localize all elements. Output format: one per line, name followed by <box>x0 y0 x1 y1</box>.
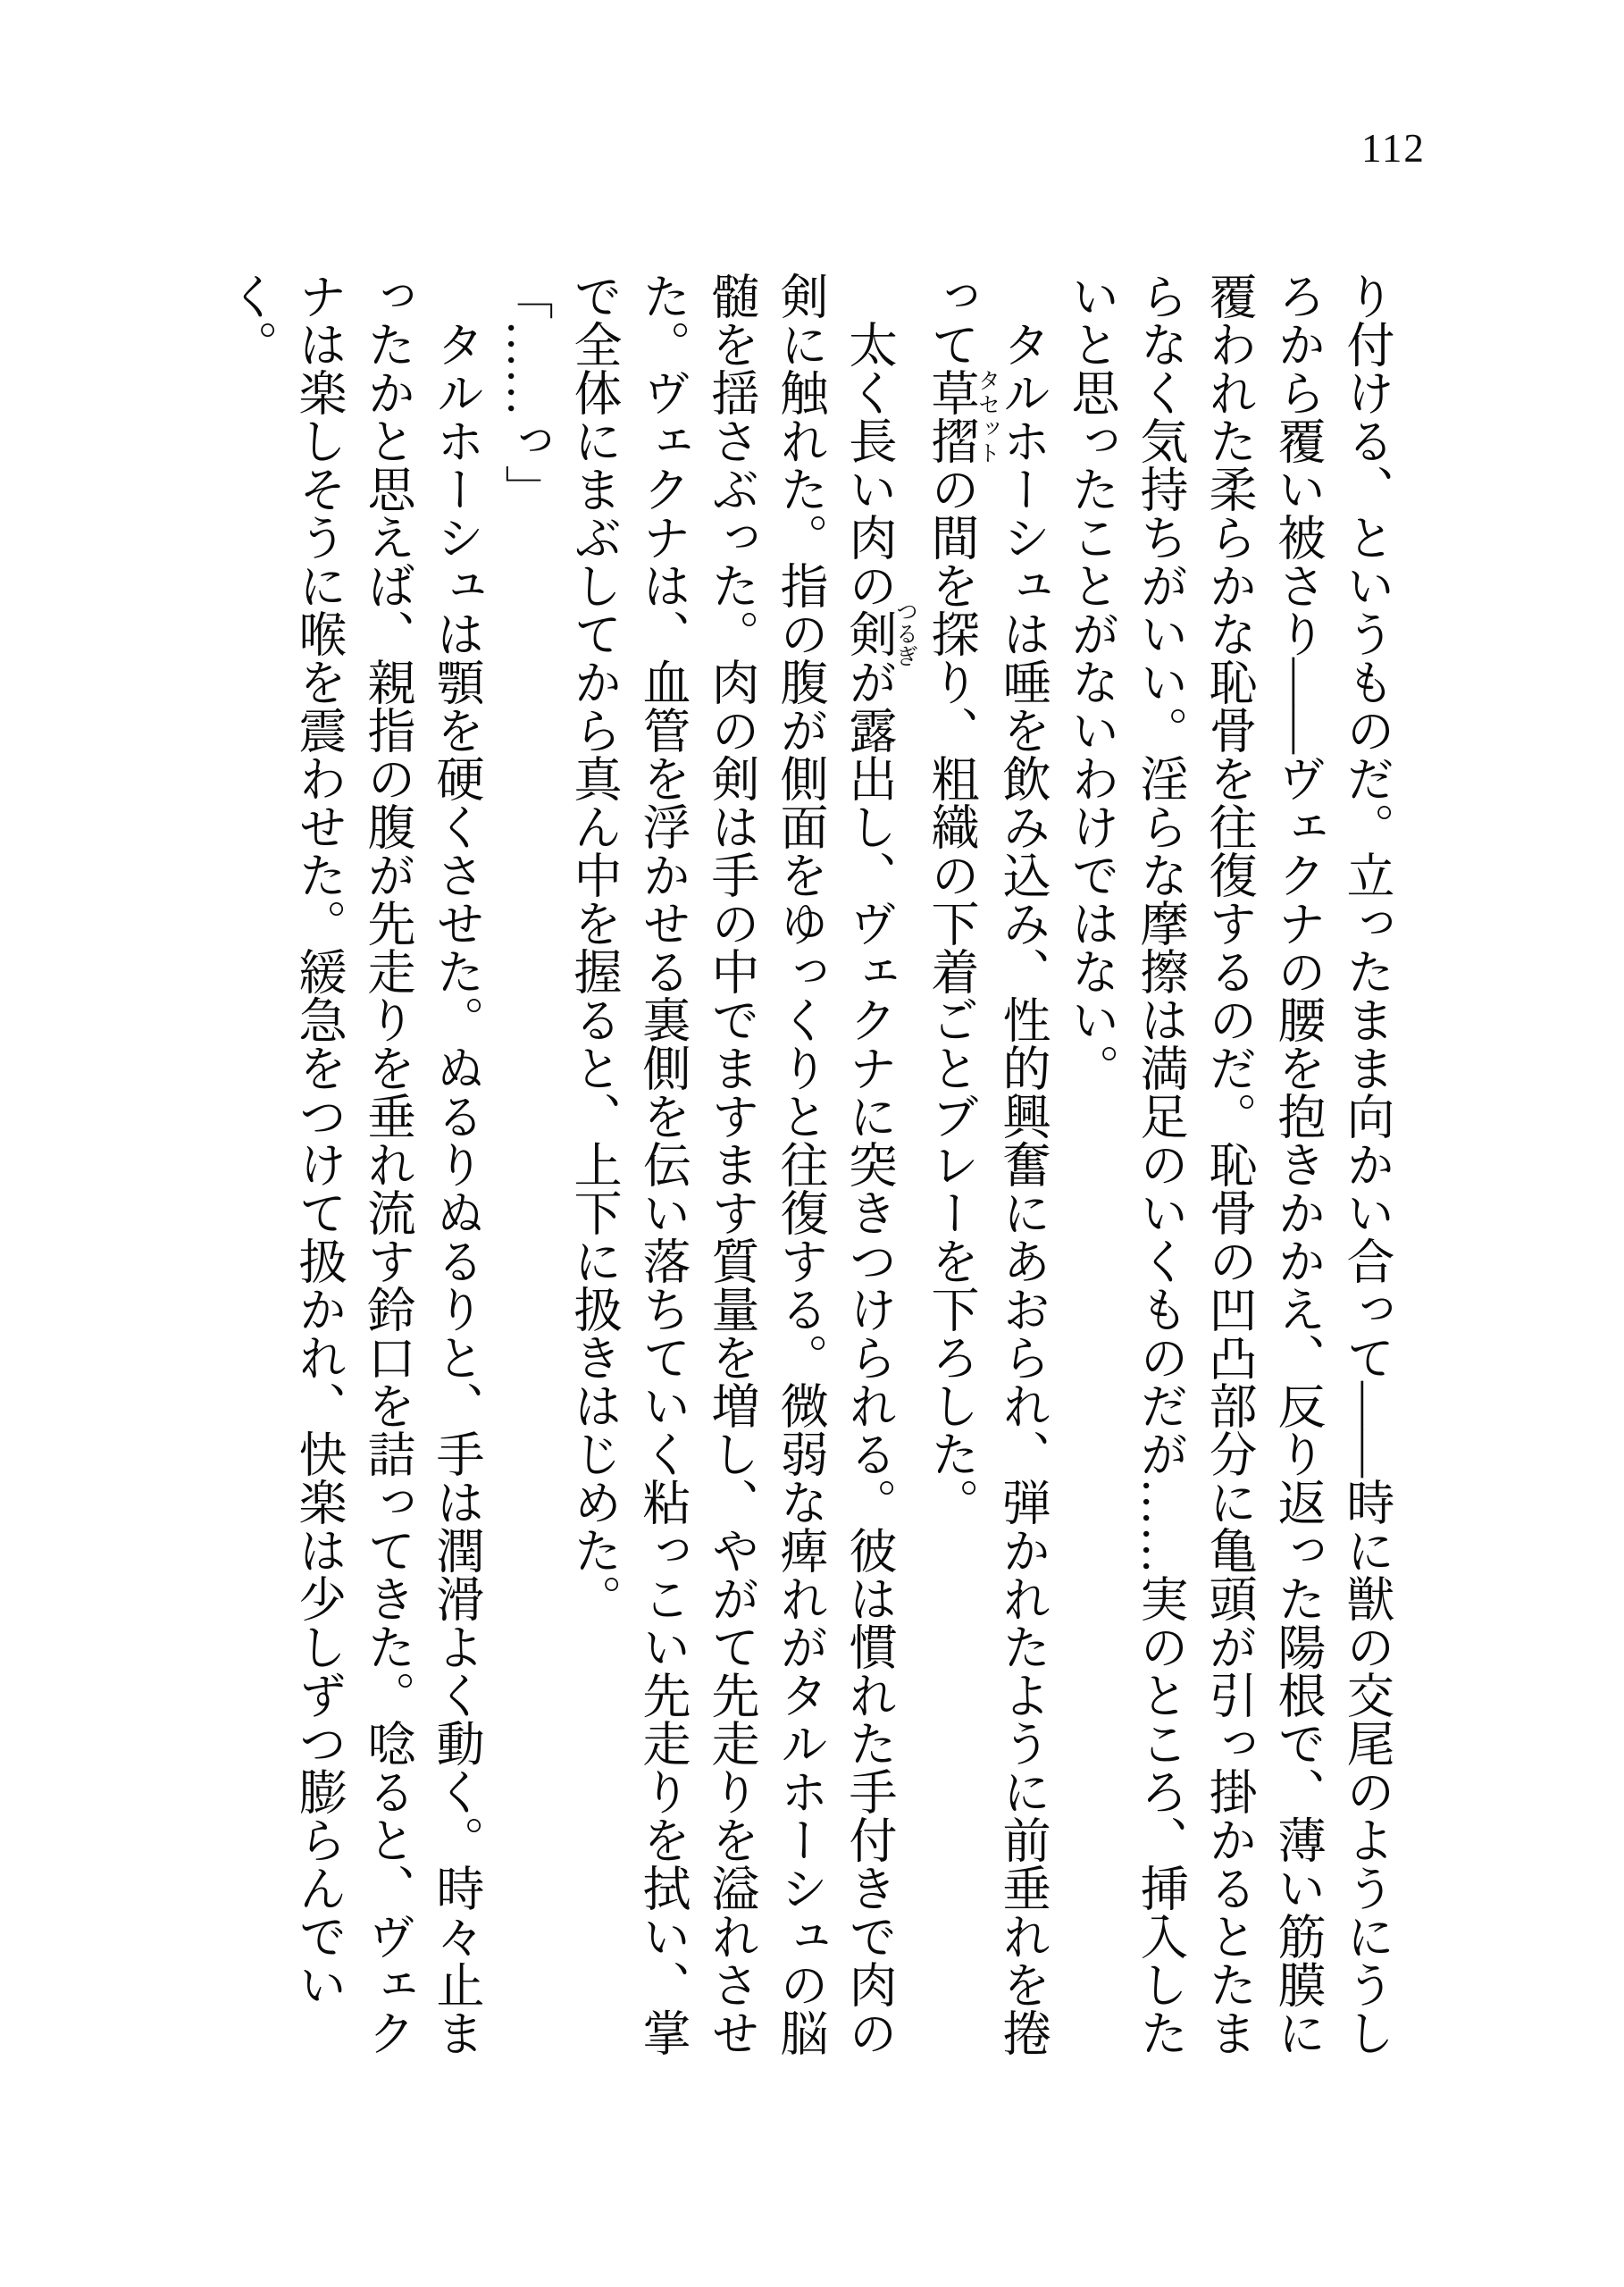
paragraph: タルホーシュは唾を飲み込み、性的興奮にあおられ、弾かれたように前垂れを捲って草摺タセットの間を探り、粗織の下着ごとブレーを下ろした。 <box>925 272 1050 2057</box>
paragraph: 太く長い肉の剣つるぎが露出し、ヴェクナに突きつけられる。彼は慣れた手付きで肉の剣に触れた。指の腹が側面をゆっくりと往復する。微弱な痺れがタルホーシュの脳髄を揺さぶった。肉の剣は手の中でますます質量を増し、やがて先走りを溢れさせた。ヴェクナは、血管を浮かせる裏側を伝い落ちていく粘っこい先走りを拭い、掌で全体にまぶしてから真ん中を握ると、上下に扱きはじめた。 <box>567 272 917 2057</box>
ruby-annotated-word: 草摺タセット <box>925 368 1000 465</box>
page-number: 112 <box>1361 126 1426 171</box>
paragraph: り付ける、というものだ。立ったまま向かい合って——時に獣の交尾のようにうしろから覆い被さり——ヴェクナの腰を抱きかかえ、反り返った陽根で、薄い筋膜に覆われた柔らかな恥骨を往復するのだ。恥骨の凹凸部分に亀頭が引っ掛かるとたまらなく気持ちがいい。淫らな摩擦は満足のいくものだが……実のところ、挿入したいと思ったことがないわけではない。 <box>1065 272 1394 2057</box>
ruby-annotated-word: 剣つるぎ <box>842 599 917 667</box>
body-text <box>215 272 1401 2064</box>
paragraph: 「……っ」 <box>498 272 552 513</box>
paragraph: タルホーシュは顎を硬くさせた。ぬるりぬるりと、手は潤滑よく動く。時々止まったかと思えば、親指の腹が先走りを垂れ流す鈴口を詰ってきた。唸ると、ヴェクナは楽しそうに喉を震わせた。緩急をつけて扱かれ、快楽は少しずつ膨らんでいく。 <box>223 272 483 2057</box>
